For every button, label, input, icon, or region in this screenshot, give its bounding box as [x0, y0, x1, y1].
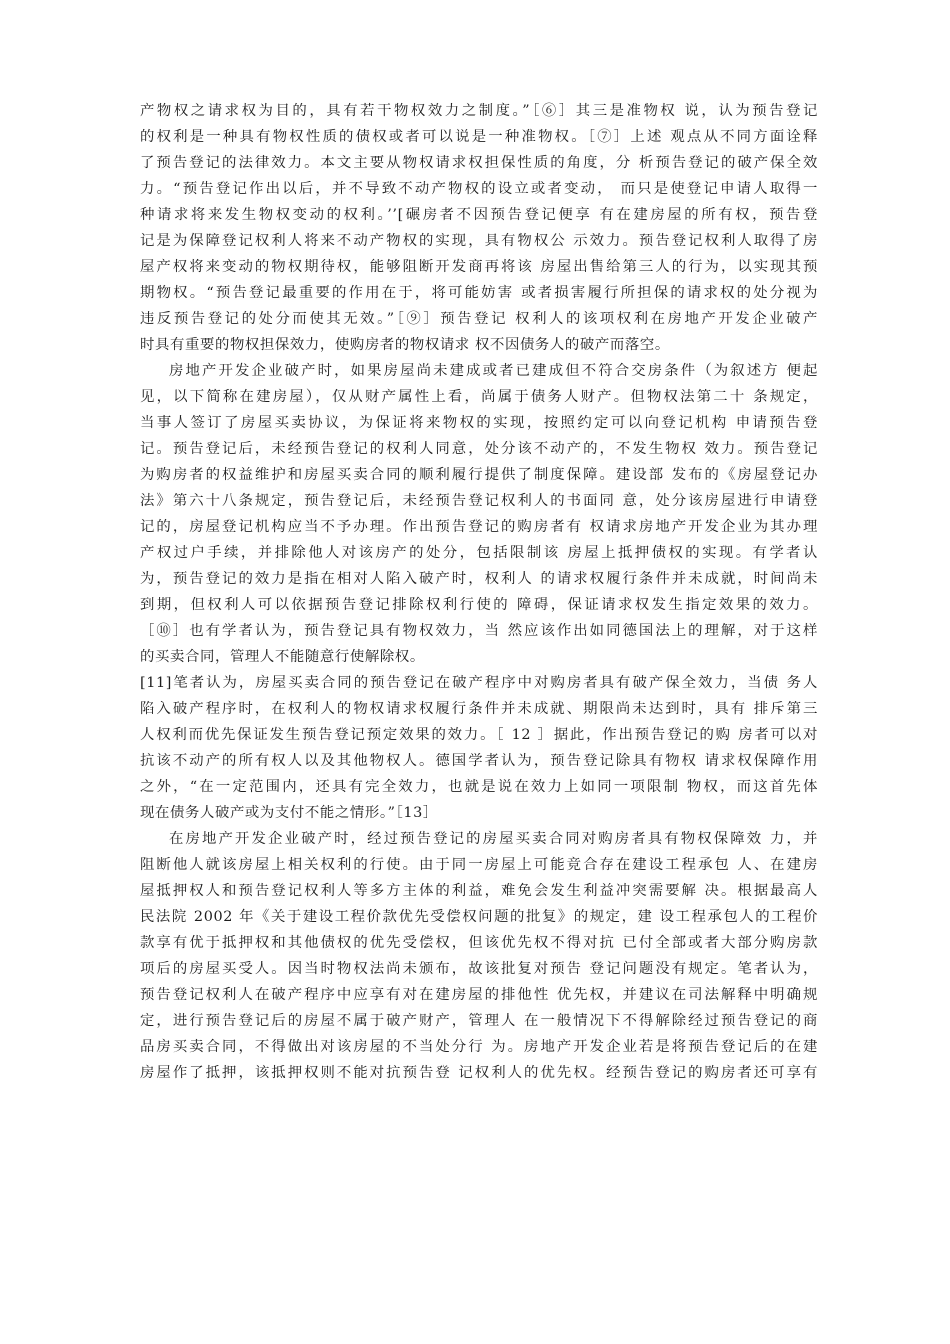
text-line: 产物权之请求权为目的，具有若干物权效力之制度。”［⑥］其三是准物权 说，认为预告登记: [140, 103, 818, 119]
text-line: 项后的房屋买受人。因当时物权法尚未颁布，故该批复对预告 登记问题没有规定。笔者认为，: [140, 961, 818, 977]
text-line: 时具有重要的物权担保效力，使购房者的物权请求 权不因债务人的破产而落空。: [140, 337, 670, 353]
document-body: [140, 98, 818, 1086]
text-line: 在房地产开发企业破产时，经过预告登记的房屋买卖合同对购房者具有物权保障效 力，并: [169, 831, 818, 847]
text-line: 种请求将来发生物权变动的权利。’’[碾房者不因预告登记便享 有在建房屋的所有权，预告登: [140, 207, 818, 223]
text-line: 抗该不动产的所有权人以及其他物权人。德国学者认为，预告登记除具有物权 请求权保障作用: [140, 753, 818, 769]
text-line: 法》第六十八条规定，预告登记后，未经预告登记权利人的书面同 意，处分该房屋进行申请登: [140, 493, 818, 509]
text-line: 力。“预告登记作出以后，并不导致不动产物权的设立或者变动， 而只是使登记申请人取得一: [140, 181, 818, 197]
text-line: 房屋作了抵押，该抵押权则不能对抗预告登 记权利人的优先权。经预告登记的购房者还可享有: [140, 1065, 818, 1081]
text-line: 为购房者的权益维护和房屋买卖合同的顺利履行提供了制度保障。建设部 发布的《房屋登记办: [140, 467, 818, 483]
text-line: 的权利是一种具有物权性质的债权或者可以说是一种准物权。［⑦］上述 观点从不同方面诠释: [140, 129, 818, 145]
text-line: 为，预告登记的效力是指在相对人陷入破产时，权利人 的请求权履行条件并未成就，时间尚未: [140, 571, 818, 587]
text-line: 阻断他人就该房屋上相关权利的行使。由于同一房屋上可能竞合存在建设工程承包 人、在建房: [140, 857, 818, 873]
text-line: 定，进行预告登记后的房屋不属于破产财产，管理人 在一般情况下不得解除经过预告登记的商: [140, 1013, 818, 1029]
text-line: 记。预告登记后，未经预告登记的权利人同意，处分该不动产的，不发生物权 效力。预告登记: [140, 441, 818, 457]
text-line: 产权过户手续，并排除他人对该房产的处分，包括限制该 房屋上抵押债权的实现。有学者认: [140, 545, 818, 561]
text-line: [11]笔者认为，房屋买卖合同的预告登记在破产程序中对购房者具有破产保全效力，当债 务人: [140, 675, 818, 691]
text-line: 期物权。“预告登记最重要的作用在于，将可能妨害 或者损害履行所担保的请求权的处分视为: [140, 285, 818, 301]
text-line: 违反预告登记的处分而使其无效。”［⑨］预告登记 权利人的该项权利在房地产开发企业破产: [140, 311, 818, 327]
text-line: 款享有优于抵押权和其他债权的优先受偿权，但该优先权不得对抗 已付全部或者大部分购房款: [140, 935, 818, 951]
text-line: 了预告登记的法律效力。本文主要从物权请求权担保性质的角度，分 析预告登记的破产保全效: [140, 155, 818, 171]
text-line: 民法院 2002 年《关于建设工程价款优先受偿权问题的批复》的规定，建 设工程承包人的工程价: [140, 909, 818, 925]
text-line: 屋产权将来变动的物权期待权，能够阻断开发商再将该 房屋出售给第三人的行为，以实现其预: [140, 259, 818, 275]
text-line: 记是为保障登记权利人将来不动产物权的实现，具有物权公 示效力。预告登记权利人取得了房: [140, 233, 818, 249]
text-line: ［⑩］也有学者认为，预告登记具有物权效力，当 然应该作出如同德国法上的理解，对于这样: [140, 623, 818, 639]
text-line: 陷入破产程序时，在权利人的物权请求权履行条件并未成就、期限尚未达到时，具有 排斥第三: [140, 701, 818, 717]
text-line: 之外，“在一定范围内，还具有完全效力，也就是说在效力上如同一项限制 物权，而这首先体: [140, 779, 818, 795]
text-line: 见，以下简称在建房屋），仅从财产属性上看，尚属于债务人财产。但物权法第二十 条规定，: [140, 389, 818, 405]
text-line: 现在债务人破产或为支付不能之情形。”［13］: [140, 805, 438, 821]
text-line: 人权利而优先保证发生预告登记预定效果的效力。［ 12 ］据此，作出预告登记的购 房者可以对: [140, 727, 818, 743]
text-line: 的买卖合同，管理人不能随意行使解除权。: [140, 649, 425, 665]
text-line: 当事人签订了房屋买卖协议，为保证将来物权的实现，按照约定可以向登记机构 申请预告登: [140, 415, 818, 431]
text-line: 预告登记权利人在破产程序中应享有对在建房屋的排他性 优先权，并建议在司法解释中明确规: [140, 987, 818, 1003]
text-line: 品房买卖合同，不得做出对该房屋的不当处分行 为。房地产开发企业若是将预告登记后的在建: [140, 1039, 818, 1055]
text-line: 屋抵押权人和预告登记权利人等多方主体的利益，难免会发生利益冲突需要解 决。根据最高人: [140, 883, 818, 899]
text-line: 到期，但权利人可以依据预告登记排除权利行使的 障碍，保证请求权发生指定效果的效力。: [140, 597, 818, 613]
text-line: 记的，房屋登记机构应当不予办理。作出预告登记的购房者有 权请求房地产开发企业为其办理: [140, 519, 818, 535]
text-line: 房地产开发企业破产时，如果房屋尚未建成或者已建成但不符合交房条件（为叙述方 便起: [169, 363, 818, 379]
